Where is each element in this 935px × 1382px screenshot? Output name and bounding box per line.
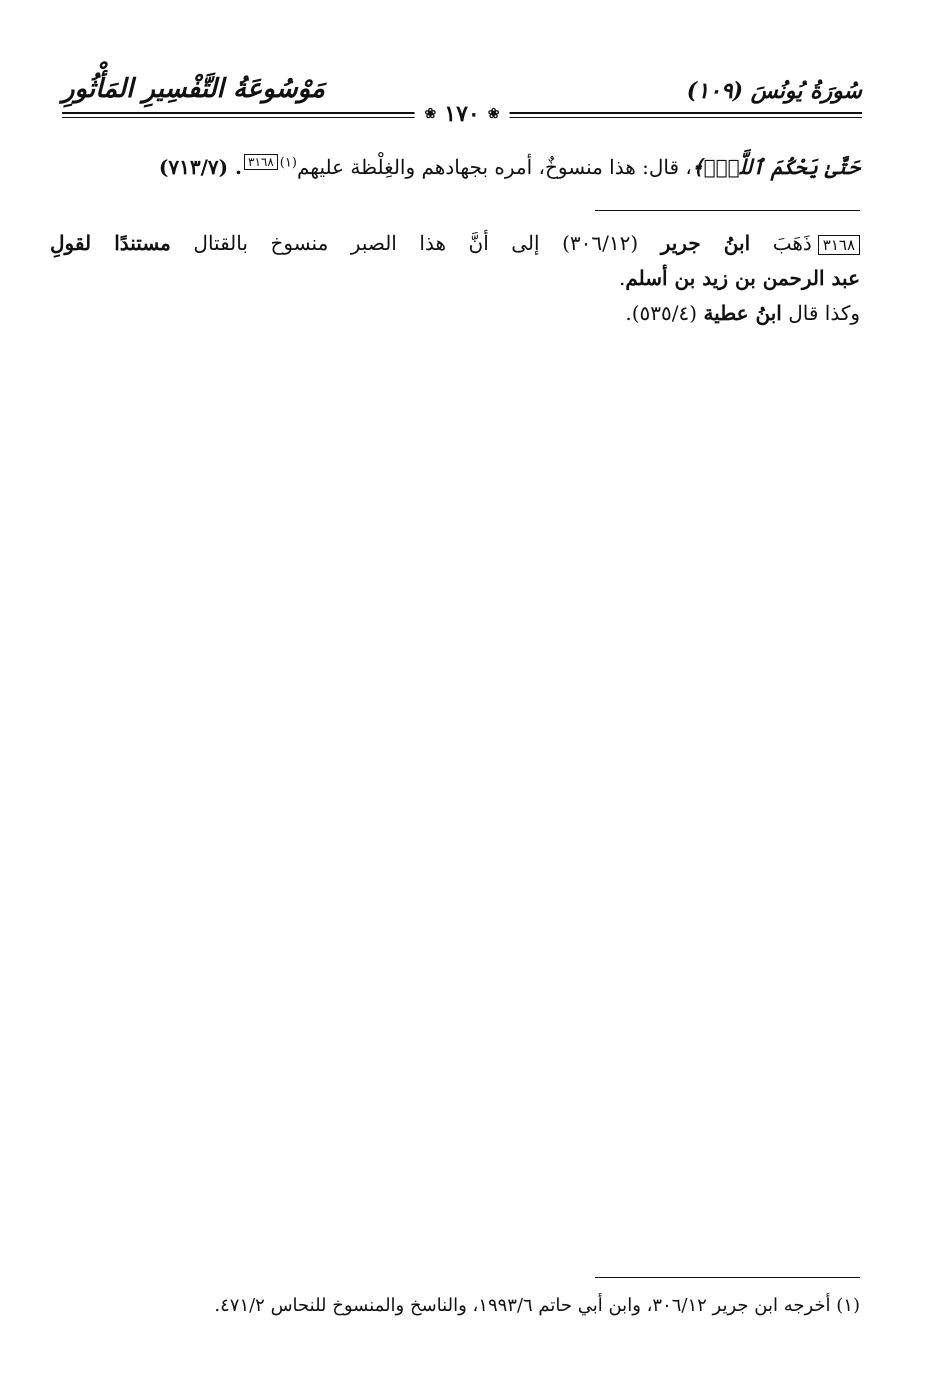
commentary-l1-mid: (٣٠٦/١٢) إلى أنَّ هذا الصبر منسوخ بالقتال bbox=[170, 231, 661, 255]
commentary-box-number: ٣١٦٨ bbox=[818, 235, 860, 255]
main-continuation: ، قال: هذا منسوخٌ، أمره بجهادهم والغِلْظة عليهم bbox=[296, 155, 692, 179]
ornament-left-icon: ❀ bbox=[424, 106, 437, 122]
footnote-1: (١) أخرجه ابن جرير ٣٠٦/١٢، وابن أبي حاتم ١٩٩٣/٦، والناسخ والمنسوخ للنحاس ٤٧١/٢. bbox=[214, 1295, 860, 1316]
ornament-right-icon: ❀ bbox=[487, 106, 500, 122]
quran-fragment: حَتَّىٰ يَحْكُمَ ٱللَّهُۚ﴾ bbox=[691, 155, 860, 179]
commentary-l1-bold2: مستندًا لقولِ bbox=[50, 231, 171, 255]
book-title: مَوْسُوعَةُ التَّفْسِيرِ المَأْثُورِ bbox=[62, 74, 325, 104]
footnote-marker[interactable]: (١) bbox=[279, 155, 297, 171]
surah-title: سُورَةُ يُونُسَ (١٠٩) bbox=[686, 78, 862, 104]
commentary-l3-start: وكذا قال bbox=[781, 301, 860, 325]
commentary-l2-bold: عبد الرحمن بن زيد بن أسلم bbox=[625, 266, 860, 290]
commentary-l3-bold: ابنُ عطية bbox=[703, 301, 782, 325]
commentary-divider bbox=[595, 210, 860, 211]
commentary-line-2 bbox=[50, 261, 860, 296]
page-number-group bbox=[415, 101, 510, 127]
commentary-ref-box[interactable]: ٣١٦٨ bbox=[244, 154, 278, 170]
volume-ref: . (٧١٣/٧) bbox=[158, 155, 243, 179]
commentary-line-3 bbox=[50, 296, 860, 331]
commentary-l1-bold1: ابنُ جرير bbox=[660, 231, 751, 255]
main-text bbox=[75, 150, 860, 184]
footnote-divider bbox=[595, 1277, 860, 1278]
commentary-l1-start: ذَهَبَ bbox=[750, 231, 812, 255]
header-rule bbox=[62, 101, 862, 128]
commentary-l2-end: . bbox=[618, 266, 626, 290]
commentary-l3-end: (٥٣٥/٤). bbox=[625, 301, 704, 325]
commentary-block bbox=[50, 226, 860, 331]
page-number: ١٧٠ bbox=[444, 101, 480, 127]
commentary-line-1 bbox=[50, 226, 860, 261]
